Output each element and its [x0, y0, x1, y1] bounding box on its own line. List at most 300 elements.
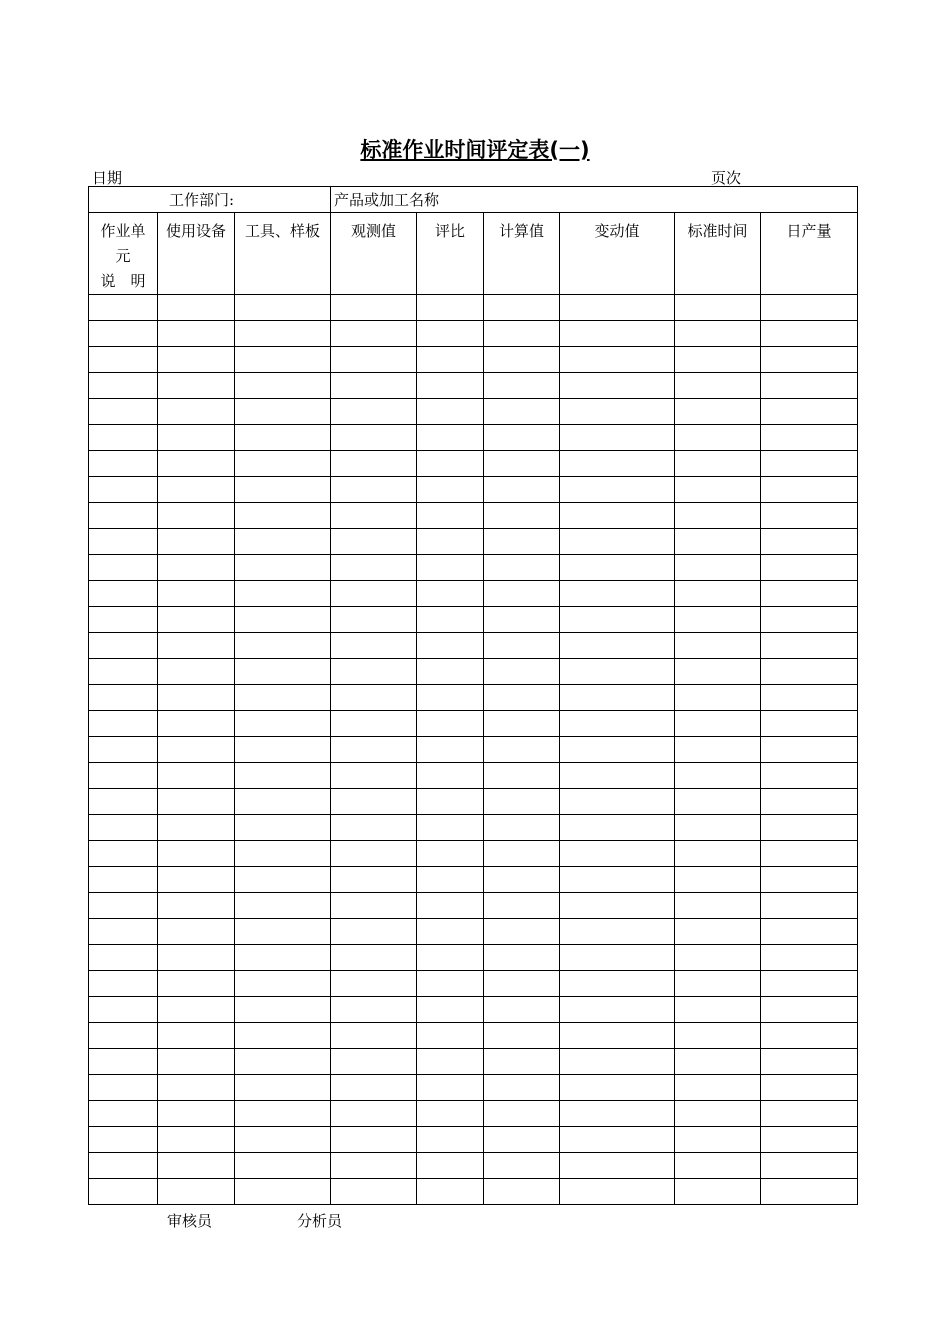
table-cell[interactable]: [417, 1127, 484, 1153]
table-cell[interactable]: [158, 919, 235, 945]
table-cell[interactable]: [560, 581, 675, 607]
table-cell[interactable]: [331, 737, 417, 763]
table-cell[interactable]: [235, 1075, 331, 1101]
department-field[interactable]: [89, 187, 331, 213]
table-cell[interactable]: [417, 633, 484, 659]
table-cell[interactable]: [417, 477, 484, 503]
table-cell[interactable]: [158, 555, 235, 581]
table-cell[interactable]: [675, 477, 761, 503]
table-cell[interactable]: [158, 529, 235, 555]
table-cell[interactable]: [761, 607, 858, 633]
table-cell[interactable]: [484, 373, 560, 399]
table-cell[interactable]: [484, 1179, 560, 1205]
table-cell[interactable]: [235, 1179, 331, 1205]
table-cell[interactable]: [675, 815, 761, 841]
table-cell[interactable]: [484, 789, 560, 815]
table-cell[interactable]: [417, 685, 484, 711]
table-cell[interactable]: [484, 1101, 560, 1127]
table-cell[interactable]: [484, 919, 560, 945]
table-cell[interactable]: [560, 893, 675, 919]
table-cell[interactable]: [761, 789, 858, 815]
table-cell[interactable]: [89, 789, 158, 815]
table-cell[interactable]: [235, 503, 331, 529]
table-cell[interactable]: [675, 1101, 761, 1127]
table-cell[interactable]: [560, 1023, 675, 1049]
table-cell[interactable]: [89, 841, 158, 867]
table-cell[interactable]: [158, 347, 235, 373]
table-cell[interactable]: [158, 399, 235, 425]
table-cell[interactable]: [89, 555, 158, 581]
table-cell[interactable]: [560, 737, 675, 763]
table-cell[interactable]: [484, 321, 560, 347]
table-cell[interactable]: [158, 1101, 235, 1127]
table-cell[interactable]: [331, 893, 417, 919]
table-cell[interactable]: [484, 295, 560, 321]
table-cell[interactable]: [417, 971, 484, 997]
table-cell[interactable]: [331, 1153, 417, 1179]
table-cell[interactable]: [560, 997, 675, 1023]
table-cell[interactable]: [417, 1049, 484, 1075]
table-cell[interactable]: [235, 789, 331, 815]
table-cell[interactable]: [158, 867, 235, 893]
table-cell[interactable]: [484, 737, 560, 763]
table-cell[interactable]: [89, 321, 158, 347]
table-cell[interactable]: [761, 1153, 858, 1179]
table-cell[interactable]: [761, 919, 858, 945]
table-cell[interactable]: [417, 607, 484, 633]
table-cell[interactable]: [560, 711, 675, 737]
table-cell[interactable]: [331, 633, 417, 659]
table-cell[interactable]: [235, 867, 331, 893]
table-cell[interactable]: [675, 607, 761, 633]
table-cell[interactable]: [675, 971, 761, 997]
table-cell[interactable]: [331, 1075, 417, 1101]
table-cell[interactable]: [331, 711, 417, 737]
table-cell[interactable]: [158, 815, 235, 841]
table-cell[interactable]: [484, 555, 560, 581]
table-cell[interactable]: [560, 633, 675, 659]
table-cell[interactable]: [484, 945, 560, 971]
table-cell[interactable]: [89, 971, 158, 997]
table-cell[interactable]: [761, 633, 858, 659]
table-cell[interactable]: [761, 945, 858, 971]
table-cell[interactable]: [417, 867, 484, 893]
table-cell[interactable]: [761, 1075, 858, 1101]
table-cell[interactable]: [761, 581, 858, 607]
table-cell[interactable]: [560, 685, 675, 711]
table-cell[interactable]: [484, 633, 560, 659]
table-cell[interactable]: [331, 685, 417, 711]
table-cell[interactable]: [331, 295, 417, 321]
table-cell[interactable]: [560, 425, 675, 451]
table-cell[interactable]: [158, 659, 235, 685]
table-cell[interactable]: [484, 607, 560, 633]
table-cell[interactable]: [417, 711, 484, 737]
table-cell[interactable]: [560, 477, 675, 503]
table-cell[interactable]: [89, 919, 158, 945]
table-cell[interactable]: [89, 451, 158, 477]
table-cell[interactable]: [417, 1179, 484, 1205]
table-cell[interactable]: [484, 711, 560, 737]
table-cell[interactable]: [675, 685, 761, 711]
table-cell[interactable]: [484, 659, 560, 685]
table-cell[interactable]: [89, 503, 158, 529]
table-cell[interactable]: [675, 997, 761, 1023]
table-cell[interactable]: [761, 295, 858, 321]
table-cell[interactable]: [675, 763, 761, 789]
table-cell[interactable]: [89, 477, 158, 503]
table-cell[interactable]: [417, 737, 484, 763]
table-cell[interactable]: [417, 373, 484, 399]
table-cell[interactable]: [675, 451, 761, 477]
table-cell[interactable]: [331, 867, 417, 893]
table-cell[interactable]: [89, 1075, 158, 1101]
table-cell[interactable]: [89, 1179, 158, 1205]
table-cell[interactable]: [761, 1127, 858, 1153]
table-cell[interactable]: [675, 1075, 761, 1101]
table-cell[interactable]: [484, 997, 560, 1023]
table-cell[interactable]: [417, 997, 484, 1023]
table-cell[interactable]: [89, 945, 158, 971]
table-cell[interactable]: [89, 893, 158, 919]
table-cell[interactable]: [560, 763, 675, 789]
table-cell[interactable]: [158, 1153, 235, 1179]
table-cell[interactable]: [158, 581, 235, 607]
table-cell[interactable]: [158, 1127, 235, 1153]
table-cell[interactable]: [417, 399, 484, 425]
table-cell[interactable]: [675, 737, 761, 763]
table-cell[interactable]: [235, 607, 331, 633]
table-cell[interactable]: [675, 841, 761, 867]
table-cell[interactable]: [331, 451, 417, 477]
table-cell[interactable]: [417, 555, 484, 581]
table-cell[interactable]: [761, 347, 858, 373]
table-cell[interactable]: [158, 737, 235, 763]
table-cell[interactable]: [158, 295, 235, 321]
table-cell[interactable]: [417, 1023, 484, 1049]
table-cell[interactable]: [331, 1101, 417, 1127]
table-cell[interactable]: [560, 555, 675, 581]
table-cell[interactable]: [235, 997, 331, 1023]
table-cell[interactable]: [89, 581, 158, 607]
table-cell[interactable]: [560, 451, 675, 477]
table-cell[interactable]: [675, 347, 761, 373]
table-cell[interactable]: [484, 425, 560, 451]
table-cell[interactable]: [158, 971, 235, 997]
table-cell[interactable]: [560, 841, 675, 867]
table-cell[interactable]: [761, 763, 858, 789]
table-cell[interactable]: [331, 789, 417, 815]
table-cell[interactable]: [761, 477, 858, 503]
table-cell[interactable]: [761, 971, 858, 997]
table-cell[interactable]: [761, 373, 858, 399]
table-cell[interactable]: [761, 737, 858, 763]
table-cell[interactable]: [158, 893, 235, 919]
table-cell[interactable]: [235, 1023, 331, 1049]
table-cell[interactable]: [417, 295, 484, 321]
table-cell[interactable]: [484, 347, 560, 373]
table-cell[interactable]: [417, 529, 484, 555]
table-cell[interactable]: [560, 919, 675, 945]
table-cell[interactable]: [417, 1153, 484, 1179]
table-cell[interactable]: [761, 711, 858, 737]
table-cell[interactable]: [331, 1049, 417, 1075]
table-cell[interactable]: [484, 581, 560, 607]
table-cell[interactable]: [235, 815, 331, 841]
table-cell[interactable]: [484, 1049, 560, 1075]
table-cell[interactable]: [235, 399, 331, 425]
table-cell[interactable]: [675, 529, 761, 555]
table-cell[interactable]: [675, 659, 761, 685]
table-cell[interactable]: [89, 425, 158, 451]
table-cell[interactable]: [331, 815, 417, 841]
table-cell[interactable]: [158, 633, 235, 659]
table-cell[interactable]: [417, 425, 484, 451]
table-cell[interactable]: [675, 295, 761, 321]
table-cell[interactable]: [675, 1049, 761, 1075]
table-cell[interactable]: [331, 581, 417, 607]
table-cell[interactable]: [235, 763, 331, 789]
table-cell[interactable]: [560, 1127, 675, 1153]
table-cell[interactable]: [560, 1179, 675, 1205]
table-cell[interactable]: [235, 1049, 331, 1075]
table-cell[interactable]: [331, 373, 417, 399]
table-cell[interactable]: [331, 477, 417, 503]
table-cell[interactable]: [761, 399, 858, 425]
table-cell[interactable]: [560, 373, 675, 399]
table-cell[interactable]: [158, 1023, 235, 1049]
table-cell[interactable]: [484, 399, 560, 425]
table-cell[interactable]: [675, 425, 761, 451]
table-cell[interactable]: [158, 789, 235, 815]
table-cell[interactable]: [675, 373, 761, 399]
table-cell[interactable]: [484, 867, 560, 893]
table-cell[interactable]: [235, 633, 331, 659]
table-cell[interactable]: [89, 1049, 158, 1075]
table-cell[interactable]: [484, 503, 560, 529]
table-cell[interactable]: [761, 503, 858, 529]
table-cell[interactable]: [235, 919, 331, 945]
table-cell[interactable]: [235, 373, 331, 399]
table-cell[interactable]: [331, 659, 417, 685]
table-cell[interactable]: [484, 1075, 560, 1101]
table-cell[interactable]: [560, 1075, 675, 1101]
table-cell[interactable]: [675, 711, 761, 737]
table-cell[interactable]: [331, 607, 417, 633]
table-cell[interactable]: [675, 867, 761, 893]
table-cell[interactable]: [417, 919, 484, 945]
table-cell[interactable]: [235, 581, 331, 607]
table-cell[interactable]: [89, 1023, 158, 1049]
table-cell[interactable]: [235, 737, 331, 763]
table-cell[interactable]: [89, 1153, 158, 1179]
table-cell[interactable]: [484, 1153, 560, 1179]
table-cell[interactable]: [331, 1179, 417, 1205]
table-cell[interactable]: [675, 633, 761, 659]
table-cell[interactable]: [235, 893, 331, 919]
table-cell[interactable]: [560, 815, 675, 841]
table-cell[interactable]: [158, 451, 235, 477]
table-cell[interactable]: [675, 1153, 761, 1179]
table-cell[interactable]: [331, 763, 417, 789]
table-cell[interactable]: [560, 945, 675, 971]
table-cell[interactable]: [560, 659, 675, 685]
table-cell[interactable]: [235, 321, 331, 347]
table-cell[interactable]: [560, 503, 675, 529]
table-cell[interactable]: [417, 945, 484, 971]
table-cell[interactable]: [675, 919, 761, 945]
table-cell[interactable]: [89, 685, 158, 711]
table-cell[interactable]: [331, 399, 417, 425]
table-cell[interactable]: [417, 841, 484, 867]
table-cell[interactable]: [560, 1153, 675, 1179]
table-cell[interactable]: [235, 347, 331, 373]
table-cell[interactable]: [484, 815, 560, 841]
table-cell[interactable]: [89, 633, 158, 659]
table-cell[interactable]: [761, 841, 858, 867]
table-cell[interactable]: [331, 919, 417, 945]
table-cell[interactable]: [761, 997, 858, 1023]
table-cell[interactable]: [761, 555, 858, 581]
table-cell[interactable]: [675, 399, 761, 425]
table-cell[interactable]: [675, 321, 761, 347]
table-cell[interactable]: [675, 1179, 761, 1205]
table-cell[interactable]: [235, 685, 331, 711]
table-cell[interactable]: [331, 529, 417, 555]
table-cell[interactable]: [560, 295, 675, 321]
table-cell[interactable]: [417, 451, 484, 477]
table-cell[interactable]: [158, 685, 235, 711]
table-cell[interactable]: [235, 841, 331, 867]
table-cell[interactable]: [417, 763, 484, 789]
table-cell[interactable]: [235, 971, 331, 997]
product-field[interactable]: [331, 187, 858, 213]
table-cell[interactable]: [89, 737, 158, 763]
table-cell[interactable]: [235, 529, 331, 555]
table-cell[interactable]: [675, 945, 761, 971]
table-cell[interactable]: [89, 711, 158, 737]
table-cell[interactable]: [560, 399, 675, 425]
table-cell[interactable]: [560, 867, 675, 893]
table-cell[interactable]: [331, 321, 417, 347]
table-cell[interactable]: [235, 555, 331, 581]
table-cell[interactable]: [484, 841, 560, 867]
table-cell[interactable]: [560, 1049, 675, 1075]
table-cell[interactable]: [89, 295, 158, 321]
table-cell[interactable]: [761, 1023, 858, 1049]
table-cell[interactable]: [158, 607, 235, 633]
table-cell[interactable]: [675, 1023, 761, 1049]
table-cell[interactable]: [417, 503, 484, 529]
table-cell[interactable]: [761, 529, 858, 555]
table-cell[interactable]: [761, 321, 858, 347]
table-cell[interactable]: [675, 1127, 761, 1153]
table-cell[interactable]: [235, 1101, 331, 1127]
table-cell[interactable]: [761, 1049, 858, 1075]
table-cell[interactable]: [89, 1101, 158, 1127]
table-cell[interactable]: [331, 425, 417, 451]
table-cell[interactable]: [331, 1023, 417, 1049]
table-cell[interactable]: [484, 685, 560, 711]
table-cell[interactable]: [158, 841, 235, 867]
table-cell[interactable]: [417, 659, 484, 685]
table-cell[interactable]: [761, 425, 858, 451]
table-cell[interactable]: [761, 893, 858, 919]
table-cell[interactable]: [158, 763, 235, 789]
table-cell[interactable]: [484, 893, 560, 919]
table-cell[interactable]: [417, 893, 484, 919]
table-cell[interactable]: [235, 425, 331, 451]
table-cell[interactable]: [560, 321, 675, 347]
table-cell[interactable]: [484, 451, 560, 477]
table-cell[interactable]: [158, 503, 235, 529]
table-cell[interactable]: [761, 451, 858, 477]
table-cell[interactable]: [417, 1075, 484, 1101]
table-cell[interactable]: [560, 1101, 675, 1127]
table-cell[interactable]: [331, 503, 417, 529]
table-cell[interactable]: [235, 1127, 331, 1153]
table-cell[interactable]: [484, 477, 560, 503]
table-cell[interactable]: [560, 529, 675, 555]
table-cell[interactable]: [89, 815, 158, 841]
table-cell[interactable]: [675, 503, 761, 529]
table-cell[interactable]: [158, 1179, 235, 1205]
table-cell[interactable]: [761, 867, 858, 893]
table-cell[interactable]: [761, 685, 858, 711]
table-cell[interactable]: [761, 1179, 858, 1205]
table-cell[interactable]: [417, 321, 484, 347]
table-cell[interactable]: [675, 893, 761, 919]
table-cell[interactable]: [89, 763, 158, 789]
table-cell[interactable]: [331, 945, 417, 971]
table-cell[interactable]: [89, 347, 158, 373]
table-cell[interactable]: [158, 1075, 235, 1101]
table-cell[interactable]: [761, 815, 858, 841]
table-cell[interactable]: [484, 971, 560, 997]
table-cell[interactable]: [331, 555, 417, 581]
table-cell[interactable]: [89, 659, 158, 685]
table-cell[interactable]: [484, 1023, 560, 1049]
table-cell[interactable]: [158, 997, 235, 1023]
table-cell[interactable]: [235, 295, 331, 321]
table-cell[interactable]: [331, 971, 417, 997]
table-cell[interactable]: [158, 945, 235, 971]
table-cell[interactable]: [331, 1127, 417, 1153]
table-cell[interactable]: [675, 581, 761, 607]
table-cell[interactable]: [158, 425, 235, 451]
table-cell[interactable]: [158, 711, 235, 737]
table-cell[interactable]: [417, 1101, 484, 1127]
table-cell[interactable]: [235, 477, 331, 503]
table-cell[interactable]: [158, 373, 235, 399]
table-cell[interactable]: [235, 451, 331, 477]
table-cell[interactable]: [235, 1153, 331, 1179]
table-cell[interactable]: [417, 815, 484, 841]
table-cell[interactable]: [235, 711, 331, 737]
table-cell[interactable]: [484, 529, 560, 555]
table-cell[interactable]: [675, 555, 761, 581]
table-cell[interactable]: [235, 659, 331, 685]
table-cell[interactable]: [331, 997, 417, 1023]
table-cell[interactable]: [158, 1049, 235, 1075]
table-cell[interactable]: [675, 789, 761, 815]
table-cell[interactable]: [484, 1127, 560, 1153]
table-cell[interactable]: [235, 945, 331, 971]
table-cell[interactable]: [560, 789, 675, 815]
table-cell[interactable]: [417, 789, 484, 815]
table-cell[interactable]: [89, 607, 158, 633]
table-cell[interactable]: [89, 373, 158, 399]
